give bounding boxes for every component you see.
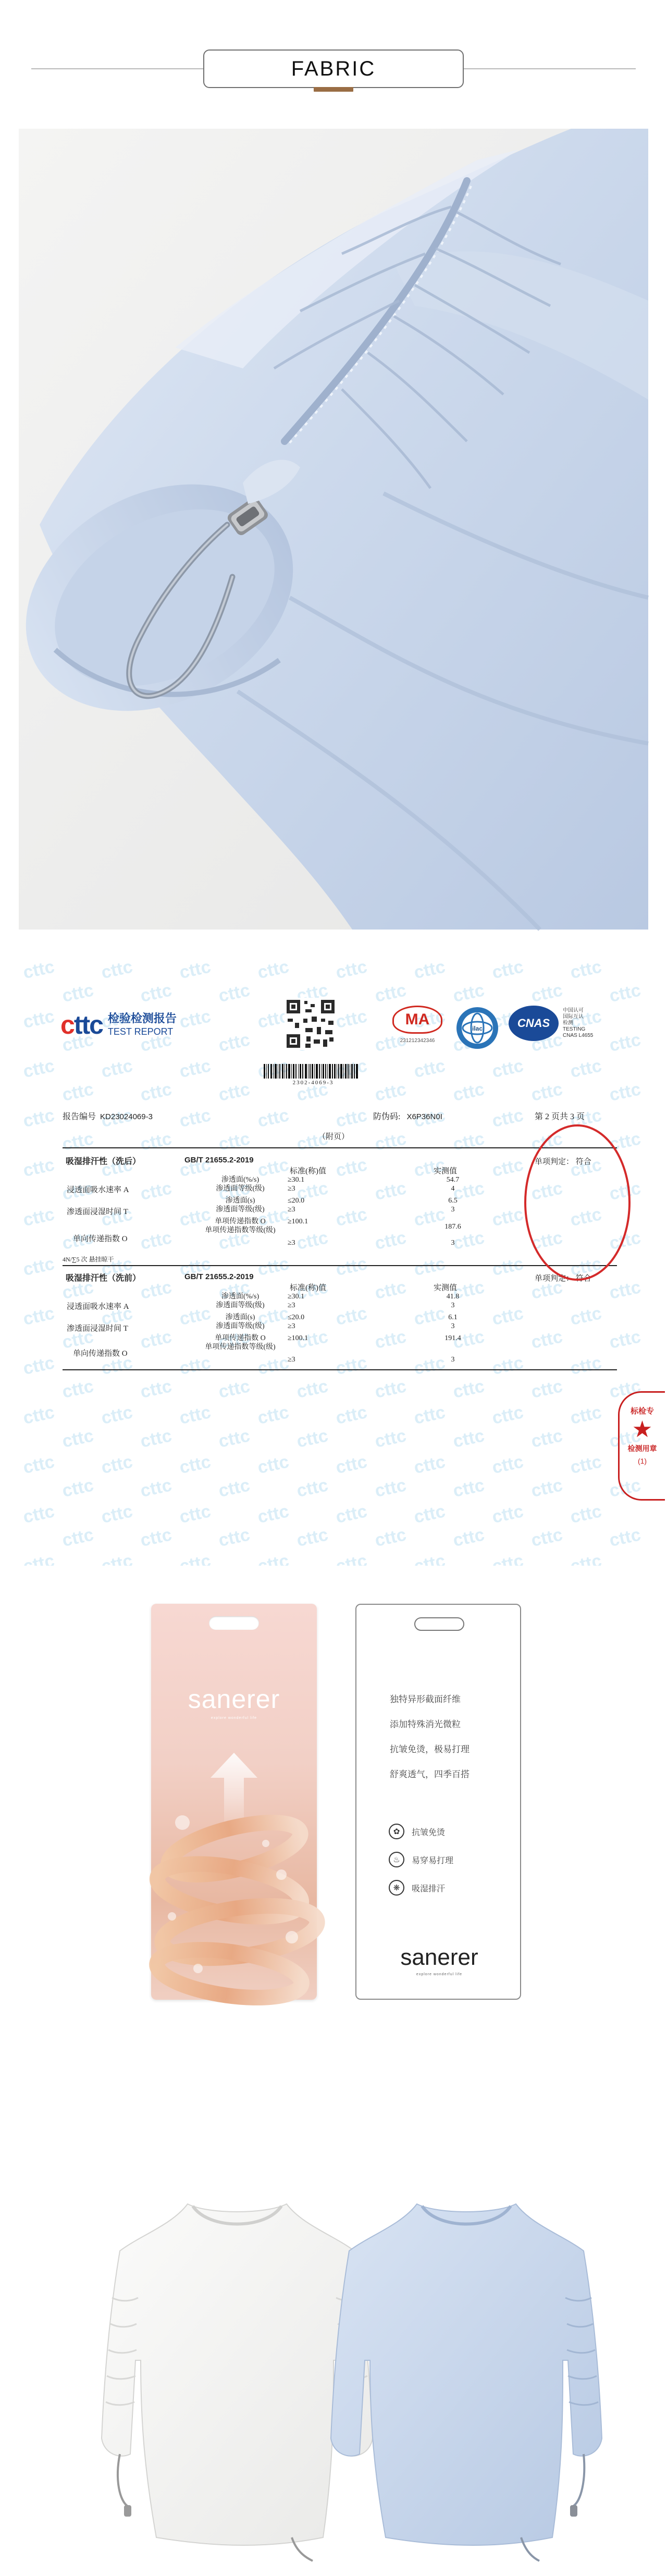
block1-row3-sub2: 单项传递指数等级(级) <box>205 1227 276 1234</box>
block1-row2-meas2: 3 <box>451 1206 455 1213</box>
block2-row3-std1: ≥100.1 <box>288 1334 308 1342</box>
qr-code-icon <box>285 998 337 1050</box>
sleeve-illustration <box>19 129 648 930</box>
block1-row3-sub <box>196 1217 285 1235</box>
anti-fake-row <box>373 1110 442 1122</box>
block2-row2-sub1: 渗透面(s) <box>225 1314 255 1321</box>
block1-row3-meas <box>440 1222 466 1247</box>
report-brand-sub: TEST REPORT <box>107 1026 174 1037</box>
tag-back-line-3: 抗皱免烫，极易打理 <box>390 1744 470 1755</box>
svg-text:ilac: ilac <box>472 1025 483 1032</box>
anti-fake-code: X6P36N0I <box>406 1112 442 1121</box>
tag-feature-3-label: 吸湿排汗 <box>412 1883 446 1893</box>
anti-fake-label: 防伪码: <box>373 1112 401 1121</box>
tag-feature-3 <box>389 1878 509 1898</box>
block2-row3-meas <box>440 1334 466 1364</box>
header-title-box <box>203 49 464 88</box>
block2-row3-item: 单向传递指数 O <box>73 1349 128 1358</box>
seal-line-1: 标检专 <box>630 1406 654 1416</box>
block1-row2-sub1: 渗透面(s) <box>225 1197 255 1205</box>
block1-row1-sub1: 渗透面(%/s) <box>221 1176 260 1184</box>
tag-front-artwork <box>151 1604 317 2000</box>
block1-row1-sub <box>196 1175 285 1193</box>
block2-row3-meas2: 3 <box>451 1356 455 1364</box>
cnas-line-4: TESTING <box>563 1026 586 1032</box>
block1-row3-std2: ≥3 <box>288 1239 295 1247</box>
block2-row1-meas <box>440 1292 466 1310</box>
cnas-line-1: 中国认可 <box>563 1008 584 1013</box>
block1-col-meas: 实测值 <box>434 1167 458 1175</box>
block1-row1-std <box>288 1175 304 1193</box>
block1-col-std: 标准(称)值 <box>290 1167 326 1175</box>
cnas-line-2: 国际互认 <box>563 1014 584 1020</box>
block2-row2-std2: ≥3 <box>288 1322 295 1330</box>
title-accent-bar <box>314 87 353 92</box>
block1-row1-meas <box>440 1175 466 1193</box>
tag-front-sub: explore wonderful life <box>211 1716 257 1720</box>
hang-tags <box>0 1594 667 2022</box>
header-rule-left <box>31 68 203 69</box>
block1-row2-std1: ≤20.0 <box>288 1197 305 1205</box>
block2-row2-std1: ≤20.0 <box>288 1314 305 1321</box>
block2-row3-std <box>288 1334 308 1364</box>
white-shirt <box>102 2204 373 2561</box>
tag-front-brand: sanerer <box>188 1685 280 1714</box>
block1-row2-sub2: 渗透面等级(级) <box>216 1206 265 1213</box>
report-number-row <box>63 1110 153 1122</box>
shirts-illustration <box>0 2141 667 2573</box>
easy-care-icon: ♨ <box>389 1852 404 1867</box>
block1-row1-meas2: 4 <box>451 1185 455 1193</box>
block2-row1-sub2: 渗透面等级(级) <box>216 1302 265 1309</box>
tag-back-line-1: 独特异形截面纤维 <box>390 1694 461 1705</box>
test-report-scan <box>19 953 657 1566</box>
block2-row3-std2: ≥3 <box>288 1356 295 1364</box>
cma-number: 231212342346 <box>400 1038 435 1044</box>
block2-row3-meas1: 191.4 <box>444 1334 461 1342</box>
page-info: 第 2 页共 3 页 <box>535 1112 585 1121</box>
report-brand: 检验检测报告 <box>107 1012 177 1025</box>
block1-row1-std1: ≥30.1 <box>288 1176 305 1184</box>
block1-row2-std2: ≥3 <box>288 1206 295 1213</box>
section-title: FABRIC <box>291 57 376 80</box>
cnas-line-5: CNAS L4655 <box>563 1033 594 1038</box>
product-shirts-photo <box>0 2141 667 2573</box>
cnas-line-3: 检测 <box>563 1020 573 1026</box>
block1-row3-meas2: 3 <box>451 1239 455 1247</box>
block1-row1-meas1: 54.7 <box>446 1176 460 1184</box>
block1-row2-std <box>288 1196 304 1214</box>
section-header <box>0 0 667 104</box>
cnas-badge: CNAS 中国认可 国际互认 检测 TESTING CNAS L4655 <box>509 1006 593 1041</box>
block1-row3-std <box>288 1217 308 1247</box>
block1-row1-item: 浸透面吸水速率 A <box>67 1186 129 1194</box>
tag-feature-1-label: 抗皱免烫 <box>412 1827 446 1837</box>
block2-row3-sub2: 单项传递指数等级(级) <box>205 1343 276 1351</box>
tag-back-description <box>390 1687 510 1787</box>
block1-row3-meas1: 187.6 <box>444 1223 461 1231</box>
blue-shirt <box>331 2204 602 2561</box>
block2-row2-meas <box>440 1313 466 1331</box>
verdict-highlight-circle <box>519 1120 639 1287</box>
cttc-logo: c ttc 检验检测报告 TEST REPORT <box>60 1010 177 1039</box>
block2-row1-std1: ≥30.1 <box>288 1293 305 1301</box>
tag-back-line-2: 添加特殊消光微粒 <box>390 1719 461 1730</box>
block2-row2-sub <box>196 1313 285 1331</box>
tag-feature-2 <box>389 1850 509 1869</box>
block1-row3-std1: ≥100.1 <box>288 1218 308 1225</box>
block2-row1-meas2: 3 <box>451 1302 455 1309</box>
block1-verdict: 单项判定： 符合 <box>535 1158 591 1166</box>
ilac-mra-icon <box>454 1005 501 1051</box>
tag-back-brand: sanerer <box>400 1945 478 1970</box>
fabric-closeup-photo <box>19 129 648 930</box>
table-rule <box>63 1369 617 1370</box>
cma-badge: MA 231212342346 <box>389 1006 446 1044</box>
block2-row2-std <box>288 1313 304 1331</box>
block1-row2-meas1: 6.5 <box>448 1197 458 1205</box>
block2-row2-sub2: 渗透面等级(级) <box>216 1322 265 1330</box>
block1-row2-item: 渗透面浸湿时间 T <box>67 1208 128 1216</box>
block1-row3-sub1: 单项传递指数 O <box>215 1218 266 1225</box>
block2-row1-sub <box>196 1292 285 1310</box>
wrinkle-free-icon: ✿ <box>389 1824 404 1839</box>
seal-line-3: 检测用章 <box>627 1445 657 1453</box>
block2-row1-std <box>288 1292 304 1310</box>
tag-back <box>355 1604 521 2000</box>
block1-row1-std2: ≥3 <box>288 1185 295 1193</box>
report-number: KD23024069-3 <box>100 1112 153 1121</box>
wash-note: 4N/∑5 次 悬挂晾干 <box>63 1256 114 1263</box>
block2-row3-sub <box>196 1334 285 1352</box>
annex-label: （附页） <box>318 1133 350 1141</box>
block2-col-std: 标准(称)值 <box>290 1284 326 1292</box>
block2-row2-meas1: 6.1 <box>448 1314 458 1321</box>
block2-row3-sub1: 单项传递指数 O <box>215 1334 266 1342</box>
tag-back-sub: explore wonderful life <box>416 1973 463 1976</box>
block1-standard: GB/T 21655.2-2019 <box>184 1156 254 1165</box>
inspection-seal <box>618 1391 665 1501</box>
barcode-number: 2302-4069-3 <box>292 1080 334 1086</box>
block2-row1-sub1: 渗透面(%/s) <box>221 1293 260 1301</box>
header-rule-right <box>464 68 636 69</box>
block2-row1-item: 浸透面吸水速率 A <box>67 1303 129 1311</box>
block1-title: 吸湿排汗性（洗后） <box>66 1156 141 1166</box>
tag-back-line-4: 舒爽透气，四季百搭 <box>390 1769 470 1780</box>
block2-row1-meas1: 41.8 <box>446 1293 460 1301</box>
block1-row3-item: 单向传递指数 O <box>73 1235 128 1243</box>
block2-row1-std2: ≥3 <box>288 1302 295 1309</box>
block2-row2-meas2: 3 <box>451 1322 455 1330</box>
tag-hole <box>414 1617 464 1631</box>
seal-star-icon: ★ <box>632 1417 653 1442</box>
seal-line-4: (1) <box>637 1457 647 1465</box>
block1-row2-meas <box>440 1196 466 1214</box>
block1-row1-sub2: 渗透面等级(级) <box>216 1185 265 1193</box>
tag-front <box>151 1604 317 2000</box>
report-number-label: 报告编号 <box>63 1112 96 1121</box>
tag-feature-1 <box>389 1822 509 1841</box>
block2-row2-item: 渗透面浸湿时间 T <box>67 1324 128 1333</box>
block2-title: 吸湿排汗性（洗前） <box>66 1273 141 1283</box>
block2-verdict: 单项判定： 符合 <box>535 1274 591 1283</box>
block1-row2-sub <box>196 1196 285 1214</box>
block2-col-meas: 实测值 <box>434 1284 458 1292</box>
tag-feature-2-label: 易穿易打理 <box>412 1855 454 1865</box>
moisture-wicking-icon: ❋ <box>389 1880 404 1896</box>
block2-standard: GB/T 21655.2-2019 <box>184 1272 254 1281</box>
